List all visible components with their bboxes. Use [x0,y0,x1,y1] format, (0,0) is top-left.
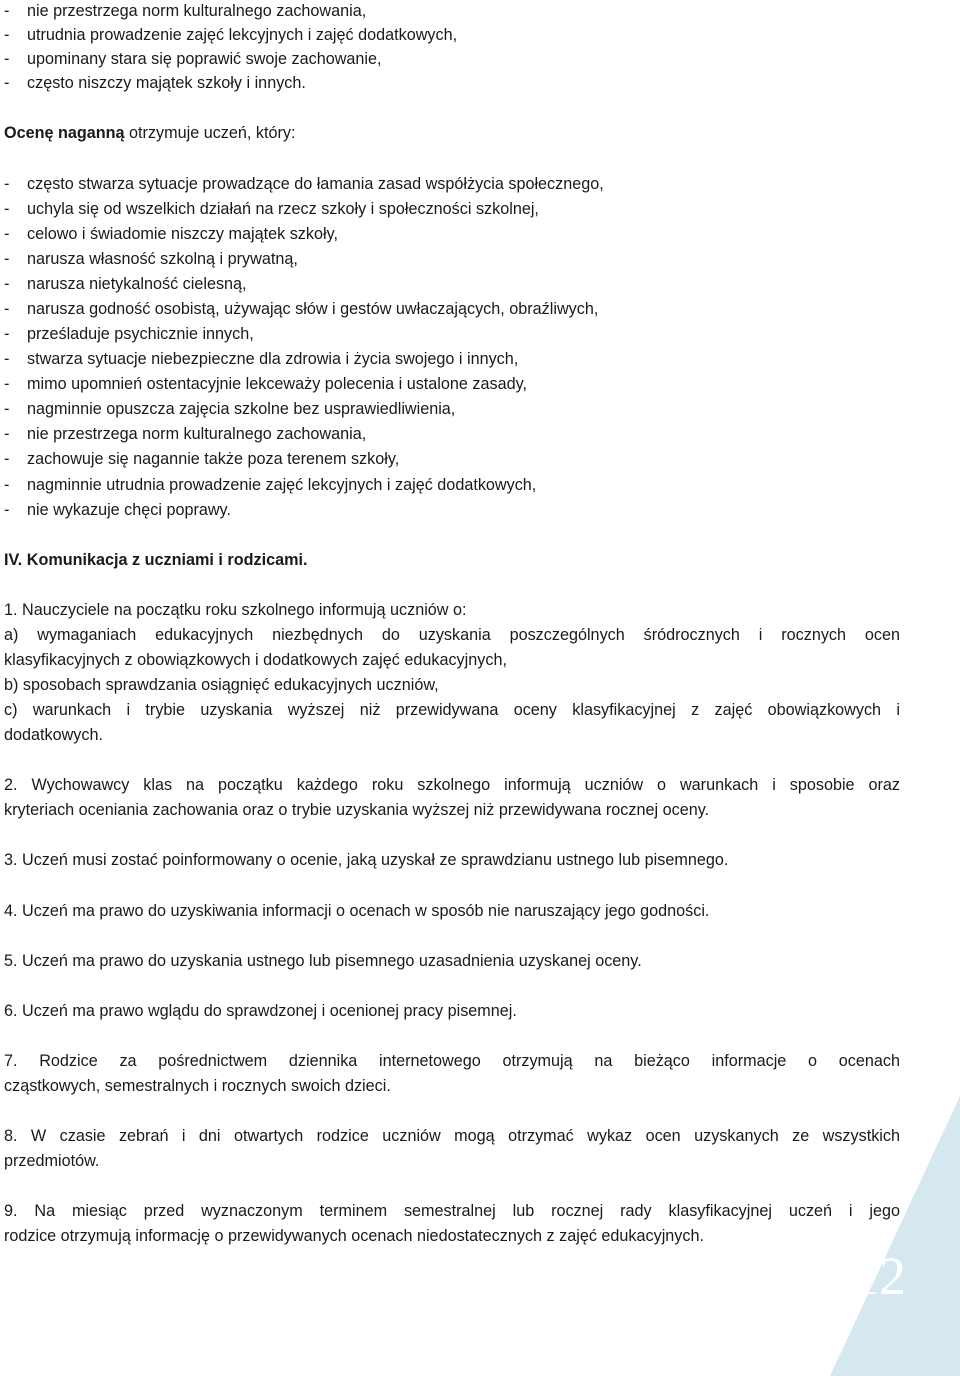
point-6: 6. Uczeń ma prawo wglądu do sprawdzonej i ocenionej pracy pisemnej. [4,1002,517,1020]
point-1-a-cont: klasyfikacyjnych z obowiązkowych i dodatkowych zajęć edukacyjnych, [4,651,507,669]
section-title: IV. Komunikacja z uczniami i rodzicami. [4,551,308,569]
point-2-cont: kryteriach oceniania zachowania oraz o trybie uzyskania wyższej niż przewidywana rocznej oceny. [4,801,710,819]
point-1-c-cont: dodatkowych. [4,726,103,744]
point-1-a: a) wymaganiach edukacyjnych niezbędnych do uzyskania poszczególnych śródrocznych i rocznych ocen [4,626,900,644]
point-5: 5. Uczeń ma prawo do uzyskania ustnego lub pisemnego uzasadnienia uzyskanej oceny. [4,952,642,970]
naganna-heading: Ocenę naganną otrzymuje uczeń, który: [4,124,296,142]
point-8-cont: przedmiotów. [4,1152,100,1170]
point-7-cont: cząstkowych, semestralnych i rocznych swoich dzieci. [4,1077,391,1095]
point-9-cont: rodzice otrzymują informację o przewidywanych ocenach niedostatecznych z zajęć edukacyjnych. [4,1227,704,1245]
point-1-intro: 1. Nauczyciele na początku roku szkolnego informują uczniów o: [4,601,467,619]
point-4: 4. Uczeń ma prawo do uzyskiwania informacji o ocenach w sposób nie naruszający jego godności. [4,902,710,920]
point-8: 8. W czasie zebrań i dni otwartych rodzice uczniów mogą otrzymać wykaz ocen uzyskanych ze wszystkich [4,1127,900,1145]
page-number: 12 [852,1246,906,1306]
point-1-b: b) sposobach sprawdzania osiągnięć edukacyjnych uczniów, [4,676,439,694]
point-7: 7. Rodzice za pośrednictwem dziennika internetowego otrzymują na bieżąco informacje o ocenach [4,1052,900,1070]
point-2: 2. Wychowawcy klas na początku każdego roku szkolnego informują uczniów o warunkach i sposobie oraz [4,776,900,794]
point-3: 3. Uczeń musi zostać poinformowany o ocenie, jaką uzyskał ze sprawdzianu ustnego lub pisemnego. [4,851,729,869]
point-1-c: c) warunkach i trybie uzyskania wyższej niż przewidywana oceny klasyfikacyjnej z zajęć obowiązkowych i [4,701,900,719]
point-9: 9. Na miesiąc przed wyznaczonym terminem semestralnej lub rocznej rady klasyfikacyjnej uczeń i jego [4,1202,900,1220]
